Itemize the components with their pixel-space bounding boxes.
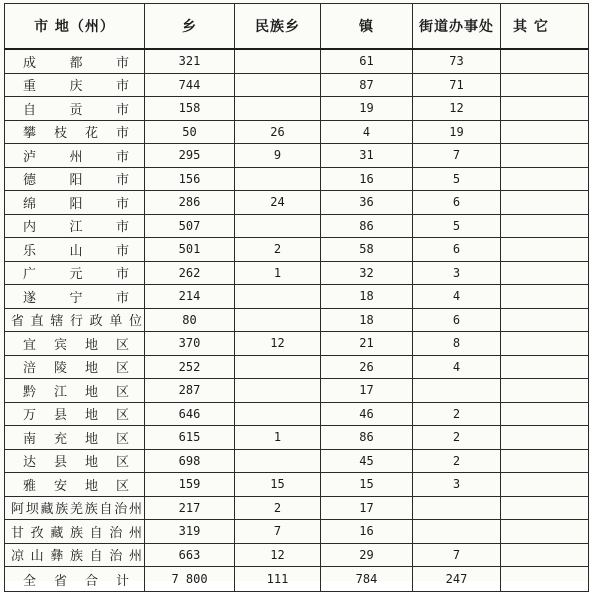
table-row [5,261,589,285]
cell-other [501,214,589,238]
cell-jiedao: 6 [413,191,501,215]
cell-zhen: 26 [321,355,413,379]
cell-other [501,520,589,544]
cell-jiedao: 3 [413,261,501,285]
cell-region: 南充地区 [5,426,145,450]
table-row [5,332,589,356]
cell-jiedao: 12 [413,97,501,121]
cell-other [501,238,589,262]
cell-other [501,449,589,473]
cell-region: 攀枝花市 [5,120,145,144]
table-row [5,449,589,473]
total-row [5,567,589,592]
cell-minzu-xiang: 2 [235,238,321,262]
cell-xiang: 663 [145,543,235,567]
cell-xiang: 507 [145,214,235,238]
cell-minzu-xiang: 2 [235,496,321,520]
cell-jiedao [413,496,501,520]
table-row [5,308,589,332]
cell-jiedao: 4 [413,285,501,309]
cell-jiedao: 8 [413,332,501,356]
cell-xiang: 217 [145,496,235,520]
cell-minzu-xiang [235,355,321,379]
table-row [5,355,589,379]
cell-jiedao: 247 [413,567,501,592]
cell-jiedao: 3 [413,473,501,497]
cell-zhen: 21 [321,332,413,356]
cell-minzu-xiang [235,49,321,73]
cell-zhen: 45 [321,449,413,473]
table-row [5,473,589,497]
cell-xiang: 501 [145,238,235,262]
cell-xiang: 744 [145,73,235,97]
cell-zhen: 31 [321,144,413,168]
cell-other [501,144,589,168]
cell-region: 内江市 [5,214,145,238]
cell-region: 重庆市 [5,73,145,97]
table-row [5,191,589,215]
cell-other [501,285,589,309]
cell-region: 万县地区 [5,402,145,426]
cell-region: 成都市 [5,49,145,73]
cell-other [501,496,589,520]
cell-jiedao: 5 [413,167,501,191]
cell-other [501,308,589,332]
table-row [5,520,589,544]
table-row [5,120,589,144]
cell-region: 全省合计 [5,567,145,592]
table-row [5,402,589,426]
cell-minzu-xiang [235,449,321,473]
cell-other [501,332,589,356]
cell-jiedao: 6 [413,308,501,332]
cell-zhen: 36 [321,191,413,215]
cell-zhen: 46 [321,402,413,426]
table-row [5,97,589,121]
cell-xiang: 646 [145,402,235,426]
cell-jiedao: 5 [413,214,501,238]
cell-other [501,567,589,592]
table-row [5,144,589,168]
cell-minzu-xiang [235,285,321,309]
cell-zhen: 86 [321,214,413,238]
cell-minzu-xiang [235,214,321,238]
cell-zhen: 32 [321,261,413,285]
cell-xiang: 158 [145,97,235,121]
cell-xiang: 286 [145,191,235,215]
cell-zhen: 16 [321,520,413,544]
cell-zhen: 18 [321,285,413,309]
cell-region: 绵阳市 [5,191,145,215]
cell-other [501,73,589,97]
cell-zhen: 4 [321,120,413,144]
cell-zhen: 16 [321,167,413,191]
table-row [5,426,589,450]
cell-other [501,543,589,567]
cell-jiedao: 2 [413,426,501,450]
header-xiang: 乡 [145,4,235,50]
cell-jiedao [413,379,501,403]
header-row [5,4,589,50]
cell-other [501,261,589,285]
cell-minzu-xiang: 26 [235,120,321,144]
cell-minzu-xiang [235,308,321,332]
cell-other [501,120,589,144]
cell-region: 凉山彝族自治州 [5,543,145,567]
cell-other [501,167,589,191]
cell-region: 德阳市 [5,167,145,191]
table-row [5,214,589,238]
header-zhen: 镇 [321,4,413,50]
cell-xiang: 50 [145,120,235,144]
cell-zhen: 87 [321,73,413,97]
cell-other [501,355,589,379]
cell-region: 甘孜藏族自治州 [5,520,145,544]
cell-minzu-xiang: 24 [235,191,321,215]
cell-minzu-xiang [235,379,321,403]
cell-region: 阿坝藏族羌族自治州 [5,496,145,520]
cell-zhen: 18 [321,308,413,332]
cell-jiedao: 2 [413,449,501,473]
cell-zhen: 61 [321,49,413,73]
cell-minzu-xiang: 15 [235,473,321,497]
cell-jiedao: 19 [413,120,501,144]
cell-zhen: 29 [321,543,413,567]
cell-minzu-xiang: 9 [235,144,321,168]
cell-xiang: 370 [145,332,235,356]
cell-jiedao: 7 [413,144,501,168]
header-other: 其 它 [501,4,589,50]
cell-region: 宜宾地区 [5,332,145,356]
cell-jiedao: 71 [413,73,501,97]
cell-minzu-xiang: 111 [235,567,321,592]
cell-zhen: 15 [321,473,413,497]
cell-minzu-xiang [235,402,321,426]
table-row [5,167,589,191]
cell-region: 涪陵地区 [5,355,145,379]
cell-zhen: 17 [321,496,413,520]
cell-zhen: 19 [321,97,413,121]
cell-region: 泸州市 [5,144,145,168]
cell-minzu-xiang: 1 [235,261,321,285]
header-jiedao: 街道办事处 [413,4,501,50]
cell-xiang: 262 [145,261,235,285]
cell-region: 雅安地区 [5,473,145,497]
table-row [5,285,589,309]
cell-other [501,402,589,426]
table-row [5,379,589,403]
cell-jiedao [413,520,501,544]
cell-region: 广元市 [5,261,145,285]
table-body [5,49,589,592]
table-row [5,49,589,73]
table-row [5,238,589,262]
cell-minzu-xiang: 12 [235,332,321,356]
cell-minzu-xiang [235,97,321,121]
cell-other [501,426,589,450]
cell-other [501,97,589,121]
cell-region: 省直辖行政单位 [5,308,145,332]
cell-other [501,191,589,215]
cell-minzu-xiang: 1 [235,426,321,450]
cell-region: 遂宁市 [5,285,145,309]
table-row [5,73,589,97]
cell-minzu-xiang: 12 [235,543,321,567]
table-row [5,496,589,520]
cell-jiedao: 73 [413,49,501,73]
cell-xiang: 319 [145,520,235,544]
cell-region: 乐山市 [5,238,145,262]
cell-region: 自贡市 [5,97,145,121]
cell-zhen: 17 [321,379,413,403]
cell-minzu-xiang [235,73,321,97]
cell-xiang: 698 [145,449,235,473]
cell-other [501,49,589,73]
statistics-table [4,3,589,592]
table-row [5,543,589,567]
cell-jiedao: 2 [413,402,501,426]
table-header [5,4,589,50]
cell-xiang: 7 800 [145,567,235,592]
cell-xiang: 615 [145,426,235,450]
cell-jiedao: 7 [413,543,501,567]
cell-jiedao: 4 [413,355,501,379]
cell-xiang: 287 [145,379,235,403]
cell-minzu-xiang: 7 [235,520,321,544]
cell-xiang: 214 [145,285,235,309]
cell-region: 黔江地区 [5,379,145,403]
cell-xiang: 295 [145,144,235,168]
cell-xiang: 159 [145,473,235,497]
cell-zhen: 784 [321,567,413,592]
cell-xiang: 156 [145,167,235,191]
cell-zhen: 86 [321,426,413,450]
header-minzu-xiang: 民族乡 [235,4,321,50]
cell-zhen: 58 [321,238,413,262]
cell-minzu-xiang [235,167,321,191]
cell-xiang: 252 [145,355,235,379]
cell-other [501,473,589,497]
cell-xiang: 321 [145,49,235,73]
cell-xiang: 80 [145,308,235,332]
cell-other [501,379,589,403]
cell-jiedao: 6 [413,238,501,262]
cell-region: 达县地区 [5,449,145,473]
header-region: 市 地（州） [5,4,145,50]
